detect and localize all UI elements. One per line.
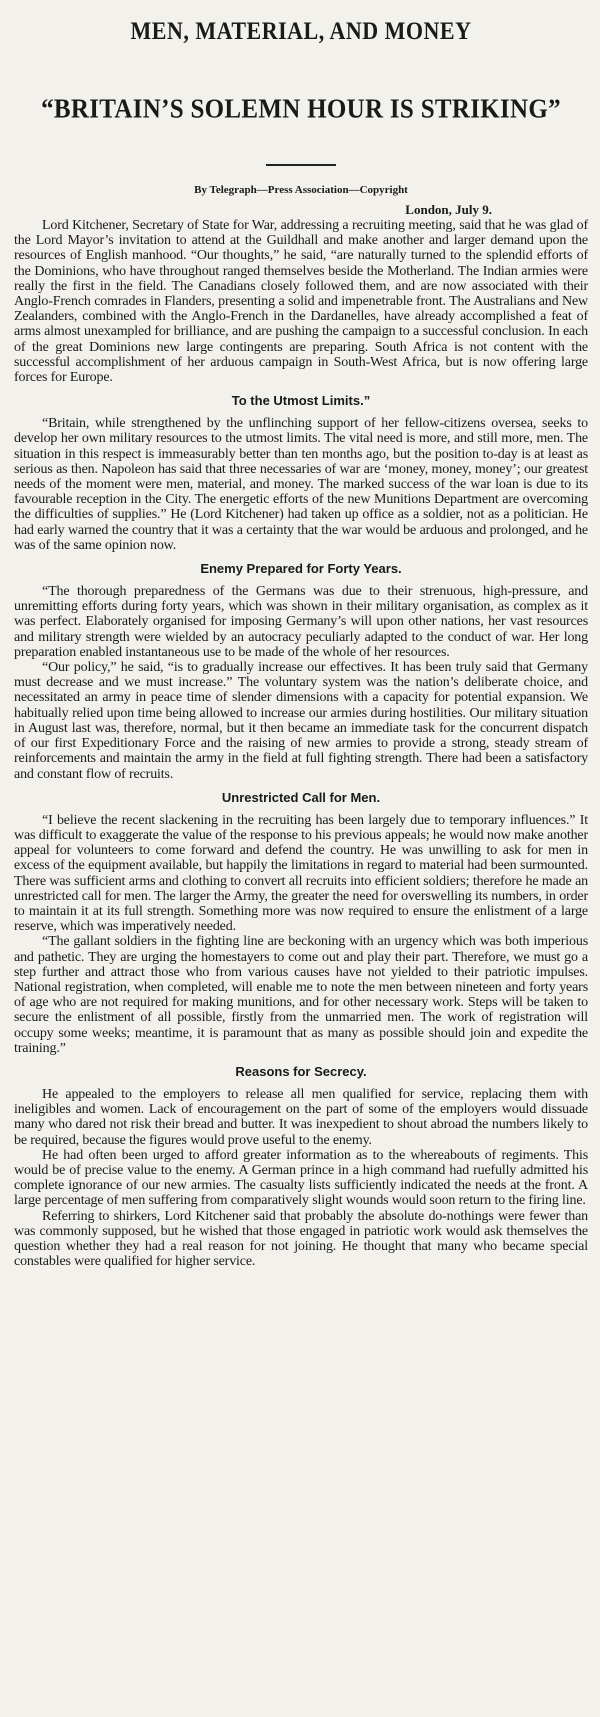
byline: By Telegraph—Press Association—Copyright — [194, 184, 408, 196]
paragraph: “The gallant soldiers in the fighting line are beckoning with an urgency which was both imperious and pathetic. They are urging the homestayers to come out and play their part. Therefore, we must go a step further and attract those who from various causes have not yielded to their patriotic impulses. National registration, when completed, will enable me to note the men between nineteen and forty years of age who are not required for making munitions, and for other necessary work. Steps will be taken to secure the enlistment of all possible, firstly from the unmarried men. The work of registration will occupy some weeks; meantime, it is paramount that as many as possible should join and expedite the training.” — [14, 934, 588, 1056]
paragraph: “The thorough preparedness of the Germans was due to their strenuous, high-pressure, and unremitting efforts during forty years, which was shown in their military organisation, as complex as it was perfect. Elaborately organised for imposing Germany’s will upon other nations, her vast resources and military strength were wielded by an autocracy peculiarly adapted to the conduct of war. Her long preparation enabled instantaneous use to be made of the whole of her resources. — [14, 584, 588, 660]
section-heading: Enemy Prepared for Forty Years. — [200, 561, 402, 577]
section-heading: Unrestricted Call for Men. — [221, 789, 381, 805]
paragraph: Referring to shirkers, Lord Kitchener said that probably the absolute do-nothings were fewer than was commonly supposed, but he wished that those engaged in patriotic work would ask themselves the question whether they had a real reason for not joining. He thought that many who became special constables were qualified for higher service. — [14, 1208, 588, 1270]
section-heading: Reasons for Secrecy. — [235, 1063, 367, 1079]
paragraph: “Our policy,” he said, “is to gradually increase our effectives. It has been truly said that Germany must decrease and we must increase.” The voluntary system was the nation’s deliberate choice, and necessitated an army in peace time of slender dimensions with a capacity for potential expansion. We habitually relied upon time being allowed to increase our armies during hostilities. Our military situation in August last was, therefore, normal, but it then became an immediate task for the concurrent dispatch of our first Expeditionary Force and the raising of new armies to provide a strong, steady stream of reinforcements and maintain the army in the field at full fighting strength. There had been a satisfactory and constant flow of recruits. — [14, 660, 588, 782]
headline: MEN, MATERIAL, AND MONEY — [130, 16, 472, 45]
paragraph: He appealed to the employers to release all men qualified for service, replacing them with ineligibles and women. Lack of encouragement on the part of some of the employers would dissuade many who dared not risk their bread and butter. It was inexpedient to shout abroad the numbers likely to be required, because the figures would prove useful to the enemy. — [14, 1086, 588, 1148]
dateline: London, July 9. — [405, 202, 492, 217]
paragraph: He had often been urged to afford greater information as to the whereabouts of regiments. This would be of precise value to the enemy. A German prince in a high command had ruefully admitted his complete ignorance of our new armies. The casualty lists sufficiently indicated the needs at the front. A large percentage of men suffering from comparatively slight wounds would soon return to the firing line. — [14, 1147, 588, 1209]
intro-paragraph: Lord Kitchener, Secretary of State for War, addressing a recruiting meeting, said that he was glad of the Lord Mayor’s invitation to attend at the Guildhall and make another and larger demand upon the resources of English manhood. “Our thoughts,” he said, “are naturally turned to the splendid efforts of the Dominions, who have throughout ranged themselves beside the Motherland. The Indian armies were really the first in the field. The Canadians closely followed them, and are now associated with their Anglo-French comrades in Flanders, presenting a solid and impenetrable front. The Australians and New Zealanders, combined with the Anglo-French in the Dardanelles, have already accomplished a feat of arms almost unexampled for brilliance, and are pushing the campaign to a successful conclusion. In each of the great Dominions new large contingents are preparing. South Africa is not content with the successful accomplishment of her arduous campaign in South-West Africa, but is now offering large forces for Europe. — [14, 218, 588, 386]
paragraph: “I believe the recent slackening in the recruiting has been largely due to temporary influences.” It was difficult to exaggerate the value of the response to his previous appeals; he would now make another appeal for volunteers to come forward and defend the country. He was unwilling to ask for men in excess of the equipment available, but happily the limitations in regard to material had been surmounted. There was sufficient arms and clothing to convert all recruits into efficient soldiers; therefore he made an unrestricted call for men. The larger the Army, the greater the need for overswelling its numbers, in order to maintain it at its full strength. Something more was now required to ensure the enlistment of a large reserve, which was imperatively needed. — [14, 812, 588, 935]
divider-rule — [266, 164, 336, 166]
sub-headline: “BRITAIN’S SOLEMN HOUR IS STRIKING” — [41, 94, 561, 125]
section-heading: To the Utmost Limits.” — [231, 393, 371, 409]
paragraph: “Britain, while strengthened by the unflinching support of her fellow-citizens oversea, seeks to develop her own military resources to the utmost limits. The vital need is more, and still more, men. The situation in this respect is immeasurably better than ten months ago, but the position to-day is at least as serious as then. Napoleon has said that three necessaries of war are ‘money, money, money’; our greatest needs of the moment were men, material, and money. The marked success of the war loan is due to its favourable reception in the City. The energetic efforts of the new Munitions Department are overcoming the difficulties of supplies.” He (Lord Kitchener) had taken up office as a soldier, not as a politician. He had early warned the country that it was a certainty that the war would be arduous and prolonged, and he was of the same opinion now. — [14, 416, 588, 553]
